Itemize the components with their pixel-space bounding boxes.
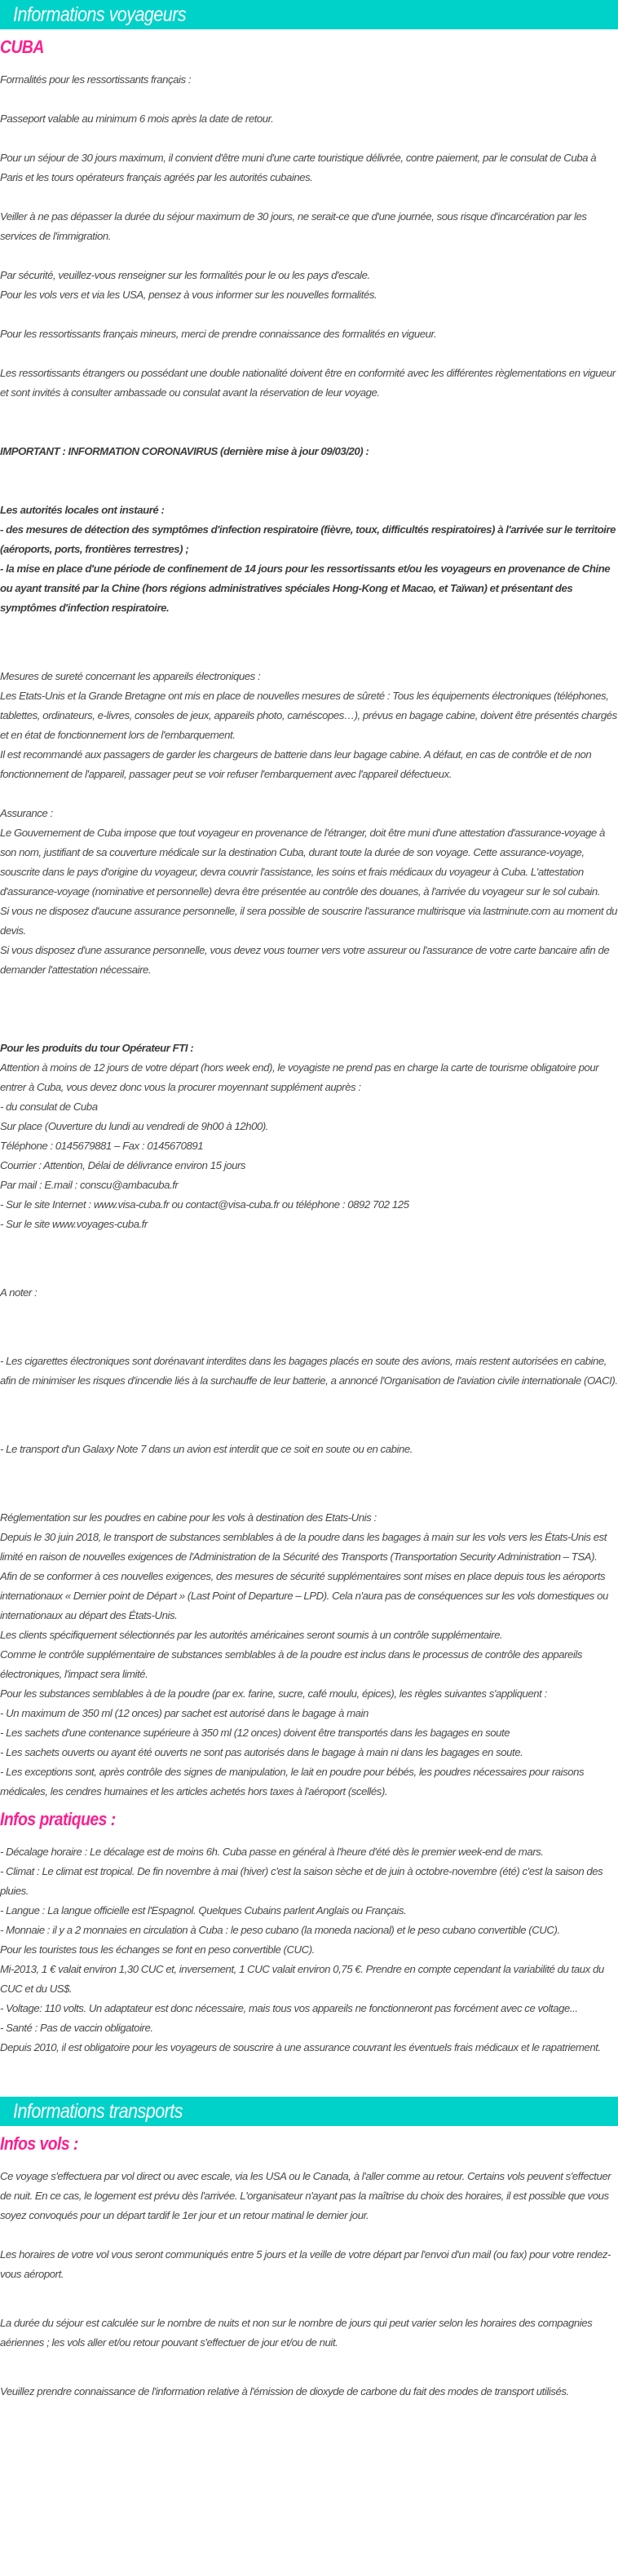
- pratiques-assurance: Depuis 2010, il est obligatoire pour les voyageurs de souscrire à une assurance couvrant les éventuels frais médicaux et le rapatriement.: [0, 2041, 601, 2053]
- section-bar-informations-transports: [0, 2097, 618, 2126]
- assurance-text-1: Le Gouvernement de Cuba impose que tout voyageur en provenance de l'étranger, doit être muni d'une attestation d'assurance-voyage à son nom, justifiant de sa couverture médicale sur la destination Cuba, durant toute la durée de son voyage. Cette assurance-voyage, souscrite dans le pays d'origine du voyageur, devra couvrir l'assistance, les soins et frais médicaux du voyageur à Cuba. L'attestation d'assurance-voyage (nominative et personnelle) devra être présentée au contrôle des douanes, à l'arrivée du voyageur sur le sol cubain.: [0, 827, 605, 898]
- infos-pratiques-heading: Infos pratiques :: [0, 1809, 116, 1829]
- poudres-text-1: Depuis le 30 juin 2018, le transport de substances semblables à de la poudre dans les bagages à main sur les vols vers les États-Unis est limité en raison de nouvelles exigences de l'Administration de la Sécurité des Transports (Transportation Security Administration – TSA).: [0, 1531, 607, 1563]
- galaxy-text: - Le transport d'un Galaxy Note 7 dans un avion est interdit que ce soit en soute ou en cabine.: [0, 1443, 413, 1455]
- autorites-item-2: - la mise en place d'une période de confinement de 14 jours pour les ressortissants et/ou les voyageurs en provenance de Chine ou ayant transité par la Chine (hors régions administratives spéciales Hong-Kong et Macao, et Taïwan) et présentant des symptômes d'infection respiratoire.: [0, 562, 611, 614]
- assurance-title: Assurance :: [0, 807, 53, 819]
- fti-text-2: - du consulat de Cuba: [0, 1101, 98, 1113]
- poudres-rule-1: - Un maximum de 350 ml (12 onces) par sachet est autorisé dans le bagage à main: [0, 1707, 369, 1719]
- fti-site-internet: - Sur le site Internet : www.visa-cuba.fr ou contact@visa-cuba.fr ou téléphone : 0892 702 125: [0, 1198, 409, 1211]
- fti-email: Par mail : E.mail : conscu@ambacuba.fr: [0, 1179, 179, 1191]
- coronavirus-important-heading: IMPORTANT : INFORMATION CORONAVIRUS (dernière mise à jour 09/03/20) :: [0, 445, 369, 457]
- pratiques-langue: - Langue : La langue officielle est l'Espagnol. Quelques Cubains parlent Anglais ou Français.: [0, 1904, 407, 1917]
- pratiques-taux: Mi-2013, 1 € valait environ 1,30 CUC et, inversement, 1 CUC valait environ 0,75 €. Prendre en compte cependant la variabilité du taux du CUC et du US$.: [0, 1963, 604, 1995]
- assurance-text-2: Si vous ne disposez d'aucune assurance personnelle, il sera possible de souscrire l'assurance multirisque via lastminute.com au moment du devis.: [0, 905, 618, 937]
- autorites-title: Les autorités locales ont instauré :: [0, 504, 165, 516]
- pratiques-sante: - Santé : Pas de vaccin obligatoire.: [0, 2022, 153, 2034]
- pratiques-climat: - Climat : Le climat est tropical. De fin novembre à mai (hiver) c'est la saison sèche et de juin à octobre-novembre (été) c'est la saison des pluies.: [0, 1865, 603, 1897]
- poudres-rule-3: - Les sachets ouverts ou ayant été ouverts ne sont pas autorisés dans le bagage à main ni dans les bagages en soute.: [0, 1746, 523, 1758]
- assurance-text-3: Si vous disposez d'une assurance personnelle, vous devez vous tourner vers votre assureur ou l'assurance de votre carte bancaire afin de demander l'attestation nécessaire.: [0, 944, 610, 976]
- vols-text-1: Ce voyage s'effectuera par vol direct ou avec escale, via les USA ou le Canada, à l'aller comme au retour. Certains vols peuvent s'effectuer de nuit. En ce cas, le logement est prévu dès l'arrivée. L'organisateur n'ayant pas la maîtrise du choix des horaires, il est possible que vous soyez convoqués pour un départ tardif le 1er jour et un retour matinal le dernier jour.: [0, 2170, 611, 2221]
- surete-text-1: Les Etats-Unis et la Grande Bretagne ont mis en place de nouvelles mesures de sûreté : Tous les équipements électroniques (téléphones, tablettes, ordinateurs, e-livres, consoles de jeux, appareils photo, caméscopes…), prévus en bagage cabine, doivent être présentés chargés et en état de fonctionnement lors de l'embarquement.: [0, 690, 617, 741]
- fti-title: Pour les produits du tour Opérateur FTI :: [0, 1042, 194, 1054]
- fti-text-1: Attention à moins de 12 jours de votre départ (hors week end), le voyagiste ne prend pas en charge la carte de tourisme obligatoire pour entrer à Cuba, vous devez donc vous la procurer moyennant supplément auprès :: [0, 1061, 599, 1093]
- poudres-text-4: Comme le contrôle supplémentaire de substances semblables à de la poudre est inclus dans le processus de contrôle des appareils électroniques, l'impact sera limité.: [0, 1648, 583, 1680]
- noter-label: A noter :: [0, 1286, 38, 1299]
- poudres-rule-4: - Les exceptions sont, après contrôle des signes de manipulation, le lait en poudre pour bébés, les poudres nécessaires pour raisons médicales, les cendres humaines et les articles achetés hors taxes à l'aéroport (scellés).: [0, 1766, 585, 1797]
- veiller-text: Veiller à ne pas dépasser la durée du séjour maximum de 30 jours, ne serait-ce que d'une journée, sous risque d'incarcération par les services de l'immigration.: [0, 210, 587, 242]
- poudres-title: Réglementation sur les poudres en cabine pour les vols à destination des Etats-Unis :: [0, 1511, 377, 1524]
- pratiques-decalage: - Décalage horaire : Le décalage est de moins 6h. Cuba passe en général à l'heure d'été dès le premier week-end de mars.: [0, 1846, 544, 1858]
- fti-phone: Téléphone : 0145679881 – Fax : 0145670891: [0, 1140, 204, 1152]
- securite-usa-text: Pour les vols vers et via les USA, pensez à vous informer sur les nouvelles formalités.: [0, 289, 377, 301]
- mineurs-text: Pour les ressortissants français mineurs, merci de prendre connaissance des formalités en vigueur.: [0, 328, 437, 340]
- section-title: Informations transports: [13, 2100, 183, 2123]
- vols-text-2: Les horaires de votre vol vous seront communiqués entre 5 jours et la veille de votre départ par l'envoi d'un mail (ou fax) pour votre rendez-vous aéroport.: [0, 2248, 611, 2280]
- etrangers-text: Les ressortissants étrangers ou possédant une double nationalité doivent être en conformité avec les différentes règlementations en vigueur et sont invités à consulter ambassade ou consulat avant la réservation de leur voyage.: [0, 367, 616, 399]
- sejour-text: Pour un séjour de 30 jours maximum, il convient d'être muni d'une carte touristique délivrée, contre paiement, par le consulat de Cuba à Paris et les tours opérateurs français agréés par les autorités cubaines.: [0, 152, 597, 183]
- poudres-rule-2: - Les sachets d'une contenance supérieure à 350 ml (12 onces) doivent être transportés dans les bagages en soute: [0, 1727, 510, 1739]
- vols-text-3: La durée du séjour est calculée sur le nombre de nuits et non sur le nombre de jours qui peut varier selon les horaires des compagnies aériennes ; les vols aller et/ou retour pouvant s'effectuer de jour et/ou de nuit.: [0, 2317, 593, 2349]
- cigarettes-text: - Les cigarettes électroniques sont dorénavant interdites dans les bagages placés en soute des avions, mais restent autorisées en cabine, afin de minimiser les risques d'incendie liés à la surchauffe de leur batterie, a annoncé l'Organisation de l'aviation civile internationale (OACI).: [0, 1355, 618, 1387]
- section-bar-informations-voyageurs: [0, 0, 618, 29]
- pratiques-voltage: - Voltage: 110 volts. Un adaptateur est donc nécessaire, mais tous vos appareils ne fonctionneront pas forcément avec ce voltage...: [0, 2002, 578, 2014]
- poudres-text-5: Pour les substances semblables à de la poudre (par ex. farine, sucre, café moulu, épices), les règles suivantes s'appliquent :: [0, 1687, 547, 1700]
- surete-text-2: Il est recommandé aux passagers de garder les chargeurs de batterie dans leur bagage cabine. A défaut, en cas de contrôle et de non fonctionnement de l'appareil, passager peut se voir refuser l'embarquement avec l'appareil défectueux.: [0, 748, 592, 780]
- fti-courrier: Courrier : Attention, Délai de délivrance environ 15 jours: [0, 1159, 246, 1171]
- infos-vols-heading: Infos vols :: [0, 2133, 78, 2154]
- pratiques-touristes: Pour les touristes tous les échanges se font en peso convertible (CUC).: [0, 1943, 315, 1956]
- pratiques-monnaie: - Monnaie : il y a 2 monnaies en circulation à Cuba : le peso cubano (la moneda nacional) et le peso cubano convertible (CUC).: [0, 1924, 560, 1936]
- fti-text-3: Sur place (Ouverture du lundi au vendredi de 9h00 à 12h00).: [0, 1120, 269, 1132]
- formalites-label: Formalités pour les ressortissants français :: [0, 73, 192, 86]
- fti-site-voyages: - Sur le site www.voyages-cuba.fr: [0, 1218, 148, 1230]
- poudres-text-3: Les clients spécifiquement sélectionnés par les autorités américaines seront soumis à un contrôle supplémentaire.: [0, 1629, 503, 1641]
- vols-text-4: Veuillez prendre connaissance de l'information relative à l'émission de dioxyde de carbone du fait des modes de transport utilisés.: [0, 2385, 569, 2397]
- autorites-item-1: - des mesures de détection des symptômes d'infection respiratoire (fièvre, toux, difficultés respiratoires) à l'arrivée sur le territoire (aéroports, ports, frontières terrestres) ;: [0, 523, 616, 555]
- transports-content: [0, 2126, 618, 2402]
- section-title: Informations voyageurs: [13, 3, 187, 26]
- passeport-text: Passeport valable au minimum 6 mois après la date de retour.: [0, 112, 274, 125]
- surete-title: Mesures de sureté concernant les appareils électroniques :: [0, 670, 261, 682]
- country-heading: CUBA: [0, 37, 44, 57]
- poudres-text-2: Afin de se conformer à ces nouvelles exigences, des mesures de sécurité supplémentaires sont mises en place depuis tous les aéroports internationaux « Dernier point de Départ » (Last Point of Departure – LPD). Cela n'aura pas de conséquences sur les vols domestiques ou internationaux au départ des États-Unis.: [0, 1570, 608, 1621]
- securite-escale-text: Par sécurité, veuillez-vous renseigner sur les formalités pour le ou les pays d'escale.: [0, 269, 370, 281]
- voyageurs-content: [0, 29, 618, 2058]
